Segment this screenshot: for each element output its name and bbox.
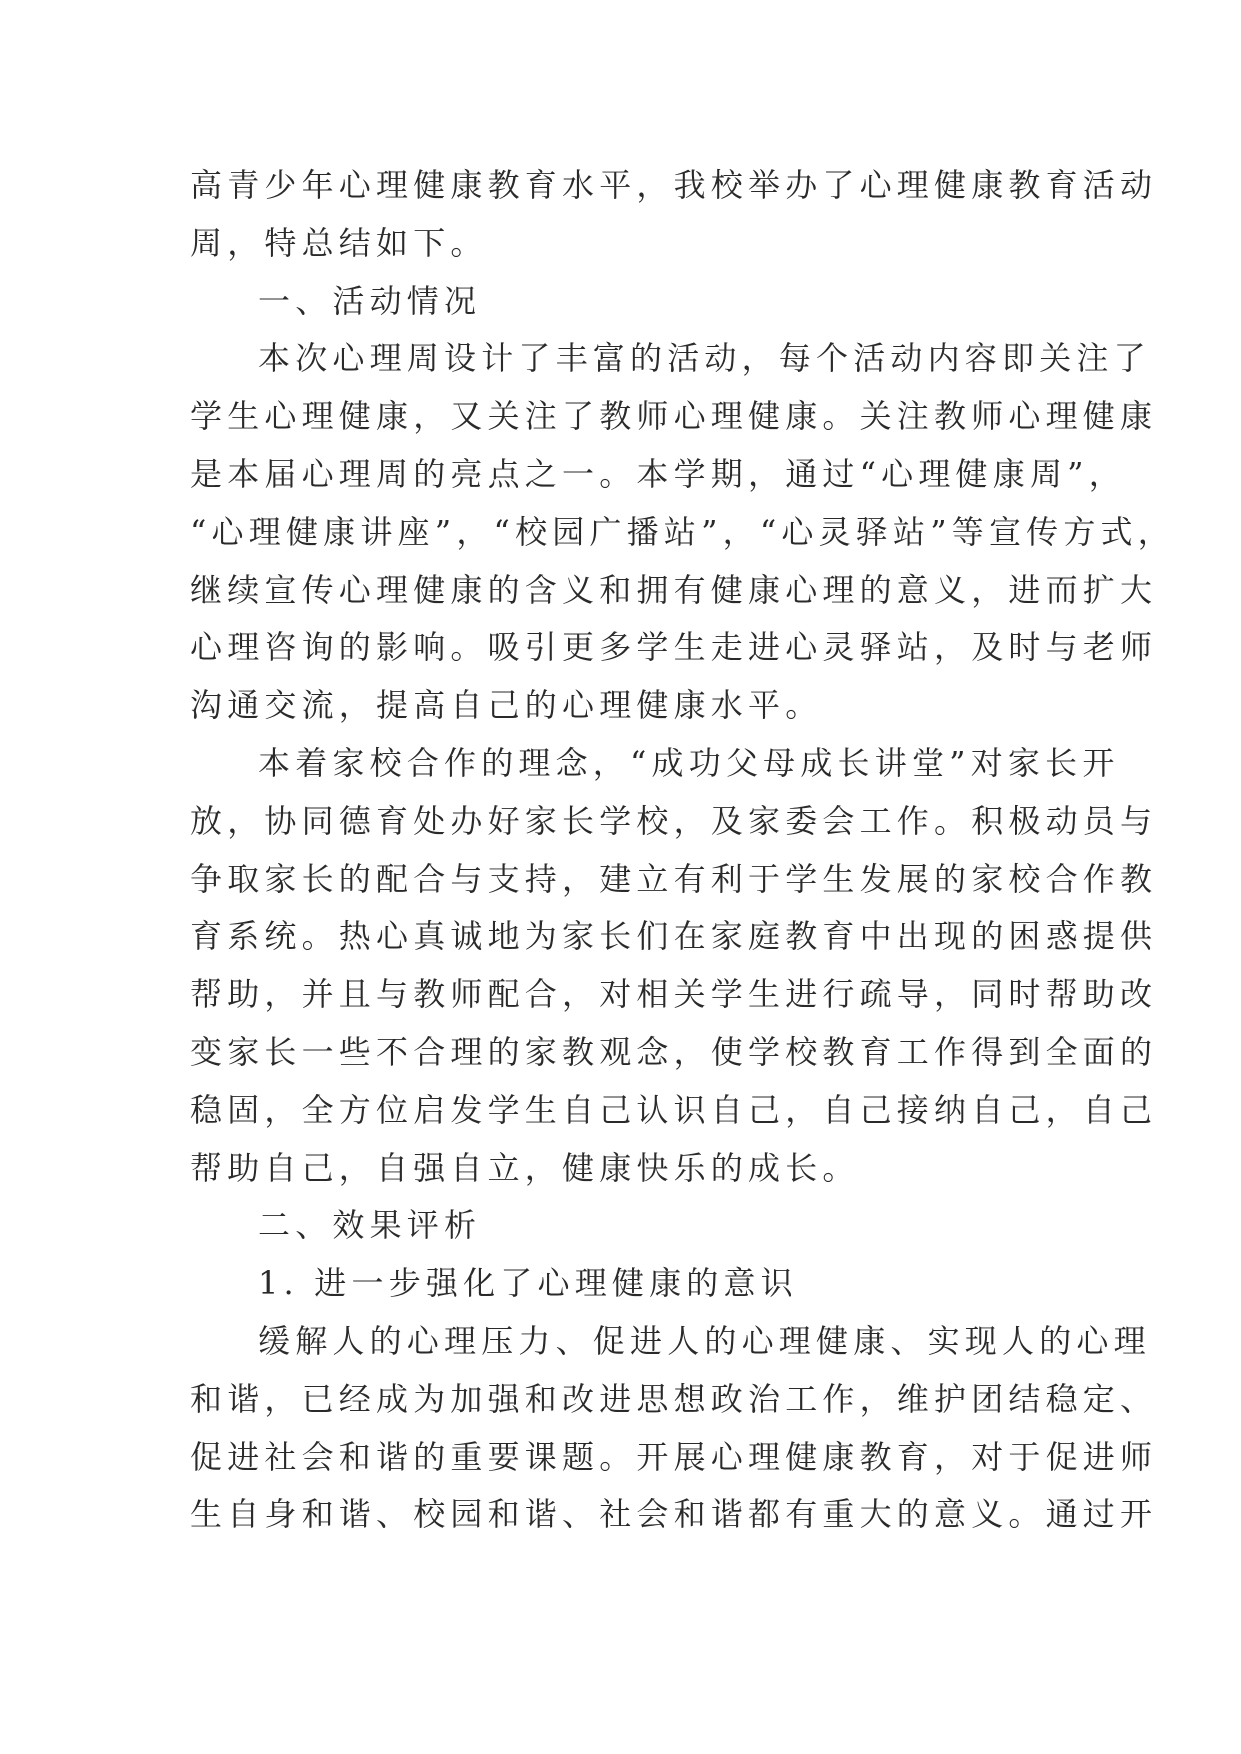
subsection-heading: 1. 进一步强化了心理健康的意识 <box>258 1264 798 1303</box>
document-body <box>190 157 1175 1544</box>
section-heading: 二、效果评析 <box>258 1206 482 1245</box>
text-line: 帮助自己，自强自立，健康快乐的成长。 <box>190 1148 860 1187</box>
text-line: 本次心理周设计了丰富的活动，每个活动内容即关注了 <box>258 339 1151 378</box>
text-line: 学生心理健康，又关注了教师心理健康。关注教师心理健康 <box>190 397 1158 436</box>
text-line: 继续宣传心理健康的含义和拥有健康心理的意义，进而扩大 <box>190 570 1158 609</box>
text-line: 本着家校合作的理念，“成功父母成长讲堂”对家长开 <box>258 743 1120 782</box>
text-line: 和谐，已经成为加强和改进思想政治工作，维护团结稳定、 <box>190 1379 1158 1418</box>
text-line: 促进社会和谐的重要课题。开展心理健康教育，对于促进师 <box>190 1437 1158 1476</box>
text-line: “心理健康讲座”，“校园广播站”，“心灵驿站”等宣传方式， <box>190 512 1175 551</box>
text-line: 帮助，并且与教师配合，对相关学生进行疏导，同时帮助改 <box>190 975 1158 1014</box>
text-line: 高青少年心理健康教育水平，我校举办了心理健康教育活动 <box>190 166 1158 204</box>
text-line: 稳固，全方位启发学生自己认识自己，自己接纳自己，自己 <box>190 1090 1158 1129</box>
text-line: 是本届心理周的亮点之一。本学期，通过“心理健康周”， <box>190 454 1126 493</box>
text-line: 变家长一些不合理的家教观念，使学校教育工作得到全面的 <box>190 1032 1158 1071</box>
text-line: 缓解人的心理压力、促进人的心理健康、实现人的心理 <box>258 1321 1151 1360</box>
text-line: 放，协同德育处办好家长学校，及家委会工作。积极动员与 <box>190 801 1158 840</box>
text-line: 沟通交流，提高自己的心理健康水平。 <box>190 686 823 725</box>
section-heading: 一、活动情况 <box>258 281 482 320</box>
text-line: 争取家长的配合与支持，建立有利于学生发展的家校合作教 <box>190 859 1158 898</box>
text-line: 生自身和谐、校园和谐、社会和谐都有重大的意义。通过开 <box>190 1495 1158 1534</box>
text-line: 育系统。热心真诚地为家长们在家庭教育中出现的困惑提供 <box>190 917 1158 956</box>
text-line: 心理咨询的影响。吸引更多学生走进心灵驿站，及时与老师 <box>190 628 1158 667</box>
text-line: 周，特总结如下。 <box>190 223 488 262</box>
